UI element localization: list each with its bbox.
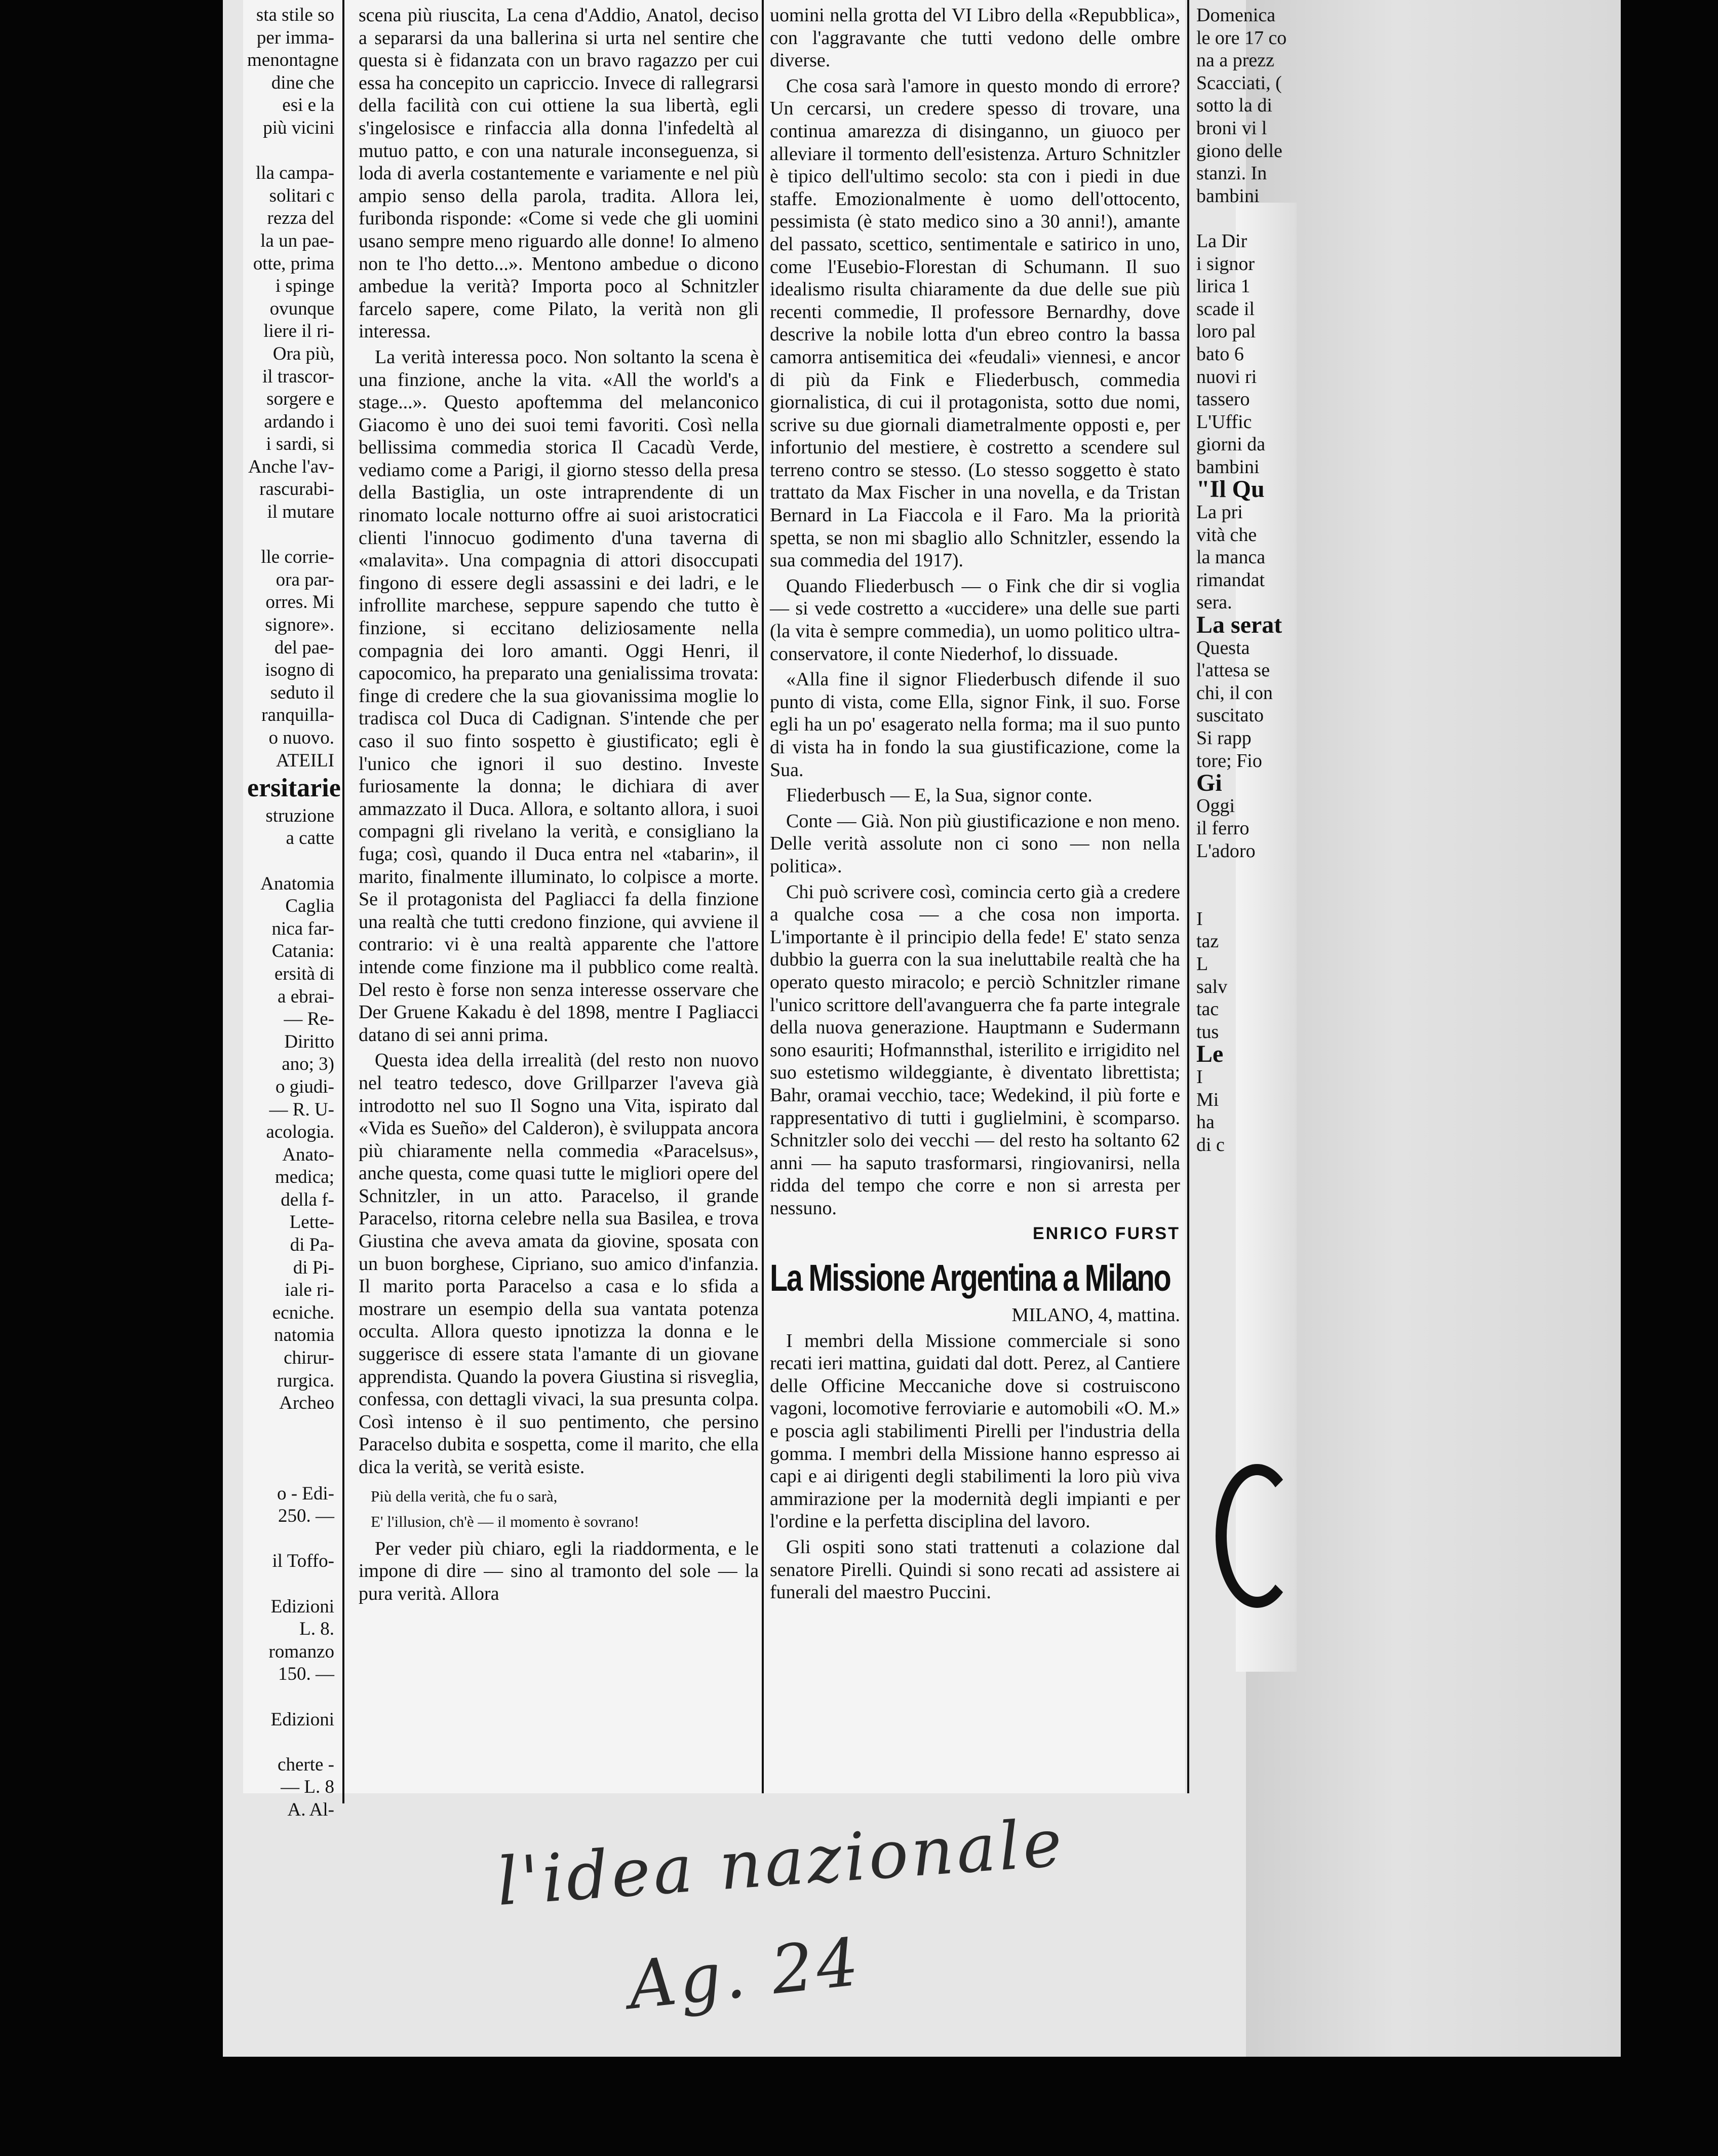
text-line xyxy=(247,850,334,873)
text-line: L'Uffic xyxy=(1196,411,1252,433)
text-line: il ferro xyxy=(1196,818,1250,839)
text-line: romanzo xyxy=(268,1641,334,1662)
paragraph: Conte — Già. Non più giustificazione e non meno. Delle verità assolute non ci sono — non nella politica». xyxy=(770,810,1180,877)
text-line: tassero xyxy=(1196,389,1250,410)
text-line: Archeo xyxy=(279,1393,334,1414)
text-line: nica far- xyxy=(271,918,334,939)
text-line: a ebrai- xyxy=(278,986,334,1007)
text-line: ora par- xyxy=(276,569,334,590)
text-line: ranquilla- xyxy=(261,705,334,726)
text-line: rurgica. xyxy=(277,1370,334,1391)
text-line: tac xyxy=(1196,998,1219,1020)
text-line: bato 6 xyxy=(1196,343,1244,365)
text-line: vità che xyxy=(1196,524,1257,546)
text-line: rascurabi- xyxy=(259,479,334,500)
text-line: lirica 1 xyxy=(1196,276,1251,297)
text-line: Anato- xyxy=(282,1144,334,1165)
text-line xyxy=(247,1686,334,1709)
column-c-article xyxy=(770,4,1180,1603)
text-line: ano; 3) xyxy=(282,1054,334,1075)
paragraph: Fliederbusch — E, la Sua, signor conte. xyxy=(786,785,1092,806)
text-line: per imma- xyxy=(256,27,334,48)
text-line xyxy=(247,1731,334,1754)
text-line: rezza del xyxy=(267,208,334,229)
dateline: MILANO, 4, mattina. xyxy=(1011,1304,1180,1326)
text-line: menontagne xyxy=(247,50,339,71)
text-line: suscitato xyxy=(1196,705,1264,726)
column-a xyxy=(247,4,341,1822)
text-line: A. Al- xyxy=(287,1799,334,1820)
text-line: sera. xyxy=(1196,592,1232,613)
text-line: Edizioni xyxy=(270,1709,334,1730)
text-line: cherte - xyxy=(278,1754,334,1775)
text-line: stanzi. In xyxy=(1196,163,1267,184)
text-line: esi e la xyxy=(282,95,334,116)
text-line: rimandat xyxy=(1196,569,1265,591)
text-line: o nuovo. xyxy=(268,727,334,748)
text-line: loro pal xyxy=(1196,321,1256,342)
text-line xyxy=(247,1437,334,1460)
text-line: Edizioni xyxy=(270,1596,334,1617)
text-line: 250. — xyxy=(278,1506,334,1527)
text-line: o giudi- xyxy=(275,1076,334,1097)
text-line: della f- xyxy=(281,1189,334,1210)
section-heading: La serat xyxy=(1196,611,1282,639)
text-line: il Toffo- xyxy=(272,1551,334,1572)
text-line: L'adoro xyxy=(1196,840,1256,862)
column-rule xyxy=(342,0,344,1803)
text-line: seduto il xyxy=(270,682,334,703)
text-line: I xyxy=(1196,1066,1203,1088)
text-line: o - Edi- xyxy=(277,1483,334,1504)
text-line: na a prezz xyxy=(1196,50,1274,71)
text-line: sorgere e xyxy=(266,389,334,410)
text-line: Ora più, xyxy=(272,343,334,364)
text-line: acologia. xyxy=(266,1122,334,1143)
text-line: del pae- xyxy=(274,637,334,658)
text-line: lla campa- xyxy=(255,163,334,184)
text-line: sotto la di xyxy=(1196,95,1272,117)
text-line: giorni da xyxy=(1196,434,1266,455)
text-line: ecniche. xyxy=(272,1302,334,1323)
text-line: struzione xyxy=(265,805,334,826)
text-line: i sardi, si xyxy=(266,434,334,455)
text-line: bambini xyxy=(1196,456,1260,478)
handwritten-source-note: l'idea nazionale xyxy=(494,1804,1068,1920)
text-line: Anatomia xyxy=(260,873,334,894)
text-line: Si rapp xyxy=(1196,727,1252,749)
text-line: chirur- xyxy=(284,1348,334,1369)
text-line: il trascor- xyxy=(262,366,334,387)
section-heading: Gi xyxy=(1196,769,1222,797)
text-line xyxy=(247,1460,334,1483)
text-line: taz xyxy=(1196,931,1219,952)
verse-line: E' l'illusion, ch'è — il momento è sovrano! xyxy=(371,1512,639,1530)
text-line xyxy=(1196,863,1287,885)
text-line: scade il xyxy=(1196,298,1255,320)
column-rule xyxy=(1187,0,1189,1793)
text-line: tore; Fio xyxy=(1196,750,1262,772)
text-line: La pri xyxy=(1196,502,1243,523)
text-line: iale ri- xyxy=(285,1280,334,1301)
text-line: natomia xyxy=(274,1325,334,1346)
text-line: solitari c xyxy=(269,185,334,206)
text-line: salv xyxy=(1196,976,1228,997)
text-line: di c xyxy=(1196,1134,1225,1156)
text-line: L. 8. xyxy=(299,1619,334,1640)
paragraph: Per veder più chiaro, egli la riaddormenta, e le impone di dire — sino al tramonto del sole — la pura verità. Allora xyxy=(359,1537,759,1604)
article-byline: ENRICO FURST xyxy=(1033,1224,1180,1244)
text-line: giono delle xyxy=(1196,140,1282,162)
verse-line: Più della verità, che fu o sarà, xyxy=(371,1487,558,1505)
paragraph: La verità interessa poco. Non soltanto la scena è una finzione, anche la vita. «All the world's a stage...». Questo apoftemma del melanconico Giacomo è uno dei suoi temi favoriti. Così nella bellissima commedia storica Il Cacadù Verde, vediamo come a Parigi, il giorno stesso della presa della Bastiglia, un oste intraprendente di un rinomato locale notturno offre ai suoi aristocratici clienti l'innocuo godimento d'una taverna di «malavita». Una compagnia di attori disoccupati fingono di essere degli assassini e dei ladri, e le infrollite marchese, seppure sapendo che tutto è finzione, si eccitano deliziosamente nella compagnia dei loro amanti. Oggi Henri, il capocomico, ha preparato una genialissima trovata: finge di credere che la sua giovanissima moglie lo tradisca col Duca di Cadignan. S'intende che per caso il suo finto sospetto è giustificato; egli è l'unico che ignori il suo destino. Investe furiosamente la donna; le dichiara di aver ammazzato il Duca. Allora, e soltanto allora, i suoi compagni gli rivelano la verità, e consigliano la fuga; così, quando il Duca entra nel «tabarin», il marito, finalmente illuminato, lo colpisce a morte. Se il protagonista del Pagliacci fa della finzione una realtà che tutti credono finzione, qui avviene il contrario: vi è una realtà apparente che l'attore intende come finzione ma il pubblico come realtà. Del resto è forse non senza interesse osservare che Der Gruene Kakadu è del 1898, mentre I Pagliacci datano di sei anni prima. xyxy=(359,346,759,1046)
text-line: nuovi ri xyxy=(1196,366,1257,388)
text-line: Questa xyxy=(1196,637,1250,659)
paragraph: Che cosa sarà l'amore in questo mondo di errore? Un cercarsi, un credere spesso di trovare, una continua amarezza di disinganno, un giuoco per alleviare il tormento dell'esistenza. Arturo Schnitzler è tipico dell'ultimo secolo: sta con i piedi in due staffe. Emozionalmente è uomo dell'ottocento, pessimista (è stato medico sino a 30 anni!), amante del passato, scettico, sentimentale e satirico in uno, come l'Eusebio-Florestan di Schumann. Il suo idealismo risulta chiaramente da due delle sue più recenti commedie, Il professore Bernardhy, dove descrive la nobile lotta d'un ebreo contro la bassa camorra antisemitica dei «feudali» viennesi, e ancor di più da Fink e Fliederbusch, commedia giornalistica, di cui il protagonista, sotto due nomi, scrive su due giornali diametralmente opposti e, per infortunio del mestiere, è costretto a scendere sul terreno contro se stesso. (Lo stesso soggetto è stato trattato da Max Fischer in una novella, e da Tristan Bernard in La Fiaccola e il Faro. Ma la priorità spetta, se non mi sbaglio allo Schnitzler, essendo la sua commedia del 1917). xyxy=(770,75,1180,571)
text-line: chi, il con xyxy=(1196,682,1273,704)
article-headline: La Missione Argentina a Milano xyxy=(770,1257,1170,1299)
paragraph: «Alla fine il signor Fliederbusch difende il suo punto di vista, come Ella, signor Fink, il suo. Forse egli ha un po' esagerato nella forma; ma il suo punto di vista ha in fondo la sua giustificazione, come la Sua. xyxy=(770,669,1180,781)
text-line: l'attesa se xyxy=(1196,660,1270,681)
text-line: il mutare xyxy=(267,502,334,523)
text-line: — R. U- xyxy=(269,1099,334,1120)
text-line: broni vi l xyxy=(1196,117,1267,139)
paragraph: Questa idea della irrealità (del resto non nuovo nel teatro tedesco, dove Grillparzer l'aveva già introdotto nel suo Il Sogno una Vita, ispirato dal «Vida es Sueño» del Calderon), è sviluppata ancora più chiaramente nella commedia «Paracelsus», anche questa, come quasi tutte le migliori opere del Schnitzler, in un atto. Paracelso, il grande Paracelso, ritorna celebre nella sua Basilea, e trova Giustina che aveva amata da giovine, sposata con un buon borghese, Cipriano, suo amico d'infanzia. Il marito porta Paracelso a casa e lo sfida a mostrare un esempio della sua vantata potenza occulta. Allora questo ipnotizza la donna e le suggerisce di essere stata l'amante di un giovane apprendista. Quando la povera Giustina si risveglia, confessa, con dettagli vivaci, la sua presunta colpa. Così intenso è il suo pentimento, che persino Paracelso dubita e sospetta, come il marito, che ella dica la verità, se verità esiste. xyxy=(359,1050,759,1478)
section-heading: ersitarie xyxy=(247,774,341,803)
column-b-article xyxy=(359,4,759,1772)
text-line: Diritto xyxy=(284,1031,334,1052)
paragraph: uomini nella grotta del VI Libro della «Repubblica», con l'aggravante che tutti vedono delle ombre diverse. xyxy=(770,5,1180,71)
text-line: Oggi xyxy=(1196,795,1235,817)
section-heading: ATEILI xyxy=(276,750,334,771)
text-line: isogno di xyxy=(265,660,334,681)
text-line: Anche l'av- xyxy=(248,456,334,477)
mount-shadow xyxy=(1246,0,1621,2057)
section-heading: "Il Qu xyxy=(1196,476,1265,503)
text-line: dine che xyxy=(271,72,334,93)
paragraph: Chi può scrivere così, comincia certo già a credere a qualche cosa — a che cosa non importa. L'importante è il principio della fede! E' stato senza dubbio la guerra con la sua ineluttabile realtà che ha operato questo miracolo; e perciò Schnitzler rimane l'unico scrittore dell'avanguerra che fa parte integrale della nuova generazione. Hauptmann e Sudermann sono esauriti; Hofmannsthal, isterilito e irrigidito nel suo estetismo wildeggiante, è diventato librettista; Bahr, oramai vecchio, tace; Wedekind, il più forte e rappresentativo di tutti i guglielmini, è scomparso. Schnitzler solo dei vecchi — del resto ha soltanto 62 anni — ha saputo trasformarsi, ringiovanirsi, nella ridda del tempo che corre e non si arresta per nessuno. xyxy=(770,881,1180,1219)
text-line: 150. — xyxy=(278,1664,334,1685)
paragraph: Gli ospiti sono stati trattenuti a colazione dal senatore Pirelli. Quindi si sono recati ad assistere ai funerali del maestro Puccini. xyxy=(770,1536,1180,1603)
text-line: lle corrie- xyxy=(261,547,334,568)
text-line: di Pa- xyxy=(290,1235,334,1256)
text-line: di Pi- xyxy=(293,1257,334,1278)
text-line: Domenica xyxy=(1196,5,1276,26)
text-line: signore». xyxy=(265,614,334,636)
text-line: La Dir xyxy=(1196,230,1247,252)
text-line: — L. 8 xyxy=(281,1777,334,1798)
text-line: i spinge xyxy=(275,276,334,297)
text-line: la manca xyxy=(1196,547,1266,568)
text-line: Lette- xyxy=(289,1212,334,1233)
text-line: le ore 17 co xyxy=(1196,27,1287,49)
text-line: sta stile so xyxy=(256,5,334,25)
text-line xyxy=(1196,885,1287,908)
text-line: bambini xyxy=(1196,185,1260,207)
text-line xyxy=(247,1528,334,1551)
text-line: orres. Mi xyxy=(265,592,334,613)
section-heading: Le xyxy=(1196,1041,1224,1068)
text-line: Scacciati, ( xyxy=(1196,72,1282,94)
text-line: ardando i xyxy=(264,411,334,432)
text-line xyxy=(247,1573,334,1596)
text-line: i signor xyxy=(1196,253,1255,275)
text-line: liere il ri- xyxy=(263,321,334,342)
text-line: — Re- xyxy=(284,1009,334,1030)
text-line: la un pae- xyxy=(260,230,334,251)
text-line xyxy=(247,524,334,547)
text-line xyxy=(1196,207,1287,230)
handwritten-date-note: Ag. 24 xyxy=(624,1923,865,2024)
text-line xyxy=(247,1415,334,1438)
text-line: a catte xyxy=(286,828,334,849)
paragraph: I membri della Missione commerciale si sono recati ieri mattina, guidati dal dott. Perez, al Cantiere delle Officine Meccaniche dove si costruiscono vagoni, locomotive ferroviarie e automobili «O. M.» e poscia agli stabilimenti Pirelli per l'industria della gomma. I membri della Missione hanno espresso ai capi e ai dirigenti degli stabilimenti la loro più viva ammirazione per la modernità degli impianti e per l'ordine e la perfetta disciplina del lavoro. xyxy=(770,1330,1180,1532)
text-line: ovunque xyxy=(269,298,334,319)
text-line: otte, prima xyxy=(253,253,334,274)
column-rule xyxy=(762,0,764,1793)
text-line: ha xyxy=(1196,1111,1215,1133)
text-line: medica; xyxy=(275,1167,334,1188)
paragraph: scena più riuscita, La cena d'Addio, Anatol, deciso a separarsi da una ballerina si urta nel sentire che questa si è fidanzata con un bravo ragazzo per cui essa ha concepito un capriccio. Invece di rallegrarsi della facilità con cui ottiene la sua libertà, egli s'ingelosisce e rinfaccia alla donna l'infedeltà al mutuo patto, e con una naturale inconseguenza, si loda di averla costantemente e variamente e nel più ampio senso della parola, tradita. Allora lei, furibonda risponde: «Come si vede che gli uomini usano sempre meno riguardo alle donne! Io almeno non te l'ho detto...». Mentono ambedue o dicono ambedue la verità? Importa poco al Schnitzler farcelo sapere, come Pilato, la verità non gli interessa. xyxy=(359,5,759,342)
column-d xyxy=(1196,4,1287,1270)
paragraph: Quando Fliederbusch — o Fink che dir si voglia — si vede costretto a «uccidere» una delle sue parti (la vita è sempre commedia), un uomo politico ultra-conservatore, il conte Niederhof, lo dissuade. xyxy=(770,575,1180,665)
text-line: Catania: xyxy=(271,941,334,962)
text-line: Caglia xyxy=(285,896,334,917)
text-line: più vicini xyxy=(263,117,334,138)
text-line: tus xyxy=(1196,1021,1219,1043)
text-line: ersità di xyxy=(274,963,334,984)
text-line: Mi xyxy=(1196,1089,1219,1110)
text-line: I xyxy=(1196,908,1203,930)
text-line: L xyxy=(1196,953,1208,975)
partial-letter-mark xyxy=(1216,1464,1299,1608)
